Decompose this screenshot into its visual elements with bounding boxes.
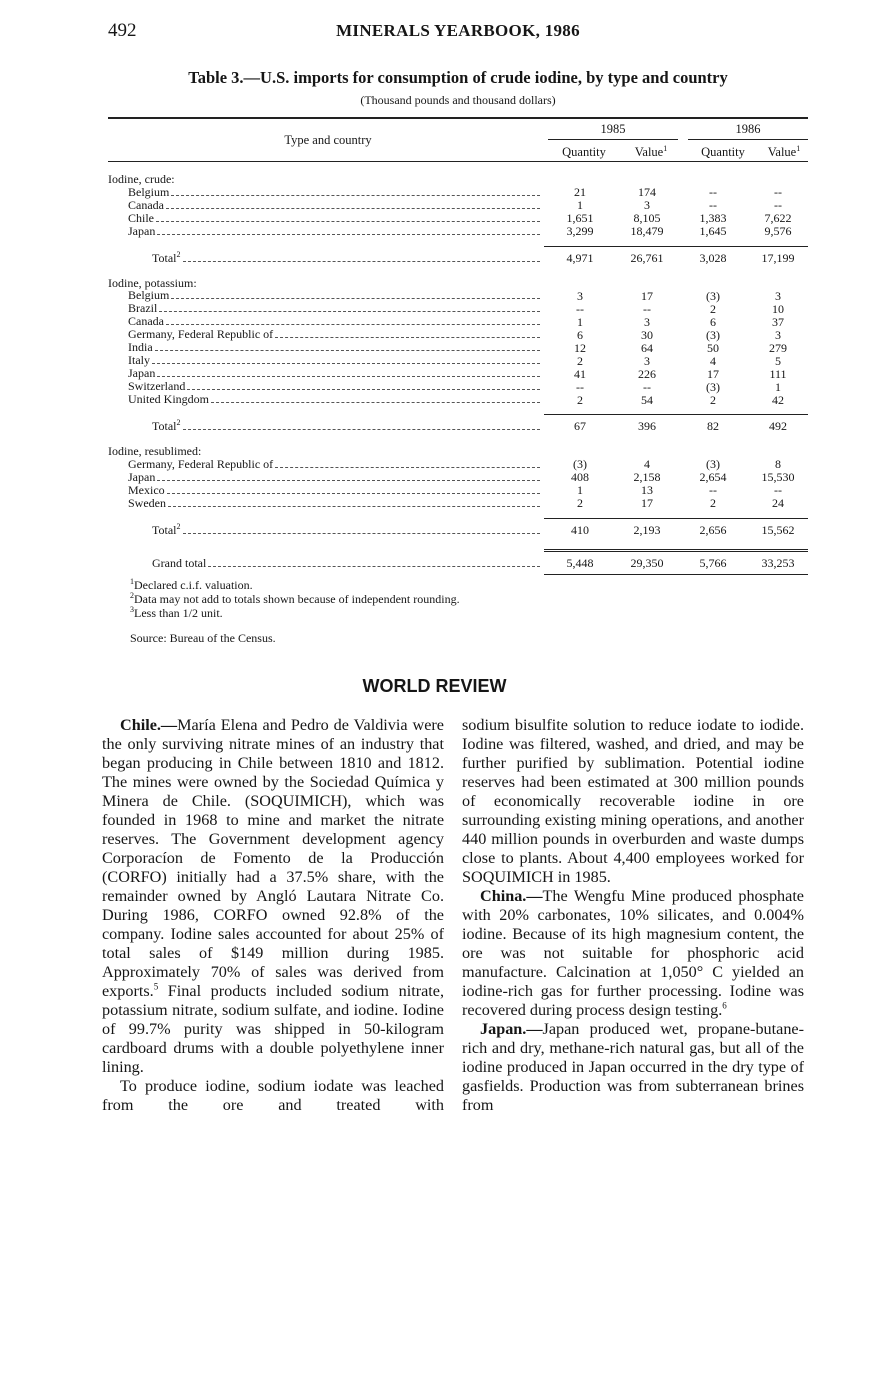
leader-dots [166,324,540,325]
grand-total-label: Grand total [152,556,207,571]
value-1986: -- [774,185,782,199]
spacer-row [108,437,808,445]
quantity-1986: 6 [710,314,716,329]
section-title: Iodine, resublimed: [108,444,202,459]
country-label-cell [108,380,544,393]
quantity-1985: -- [576,379,584,394]
total-label: Total [152,522,177,537]
footnote-mark: 3 [130,605,134,614]
table-row [108,212,808,225]
value-1986: 42 [772,392,784,407]
value-1985: 54 [641,392,653,407]
table-row [108,393,808,406]
total-row [108,518,808,541]
quantity-1986: 17 [707,366,719,381]
japan-paragraph [462,1020,804,1115]
quantity-1986: 1,645 [699,224,727,238]
table-row [108,380,808,393]
quantity-1985: 5,448 [544,550,616,574]
quantity-1985: 4,971 [544,246,616,269]
value-1986: 15,562 [748,518,808,541]
quantity-1986: 2 [710,301,716,316]
leader-dots [152,363,540,364]
country-label-cell [108,199,544,212]
country-label: Japan [128,470,156,484]
imports-table [108,173,808,575]
value-1985: 4 [644,457,650,472]
year-1986-rule [688,139,808,140]
quantity-1985: 408 [571,470,589,485]
country-label: Switzerland [128,380,186,394]
country-label-cell [108,289,544,302]
country-label: Germany, Federal Republic of [128,328,274,342]
quantity-1986: 2,656 [678,518,748,541]
leader-dots [157,234,540,235]
value-1986: -- [774,483,782,498]
value-1986: -- [774,198,782,212]
value-1986: 5 [775,353,781,368]
chile-paragraph-1 [102,716,444,1077]
quantity-1985: 3 [577,288,583,303]
quantity-1986-header: Quantity [701,145,745,159]
value-1985: 29,350 [616,550,678,574]
japan-heading: Japan.— [480,1020,543,1038]
quantity-1986: 82 [678,415,748,438]
quantity-1986: 50 [707,340,719,355]
value-1986: 37 [772,314,784,329]
japan-text: Japan produced wet, propane-butane-rich and dry, methane-rich natural gas, but all of the iodine produced in Japan occurred in the dry type of gasfields. Production was from subterranean brines from [462,1020,804,1114]
table-row [108,341,808,354]
quantity-1985: 1 [577,483,583,498]
country-label: Canada [128,315,164,329]
country-label-cell [108,471,544,484]
country-label: Germany, Federal Republic of [128,457,274,471]
value-1986: 279 [769,340,787,355]
value-1986: 10 [772,301,784,316]
table-title: Table 3.—U.S. imports for consumption of crude iodine, by type and country [188,68,728,87]
section-heading: WORLD REVIEW [362,676,507,696]
chile-text-b: Final products included sodium nitrate, potassium nitrate, sodium sulfate, and iodine. Iodine of 99.7% purity was shipped in 50-kilogram cardboard drums with a double polyethylene inner lining. [102,982,444,1076]
spacer-row [108,238,808,247]
quantity-1986: -- [709,185,717,199]
leader-dots [168,506,540,507]
leader-dots [171,195,540,196]
leader-dots [166,208,540,209]
table-row [108,354,808,367]
leader-dots [187,389,540,390]
leader-dots [155,350,540,351]
grand-total-label-cell [108,550,544,574]
quantity-1986: 2 [710,392,716,407]
quantity-1985: 6 [577,327,583,342]
chile-paragraph-2-cont: sodium bisulfite solution to reduce iodate to iodide. Iodine was filtered, washed, and dried, and may be further purified by sublimation. Potential iodine reserves had been estimated at 300 million pounds of economically recoverable iodine in ore surrounding existing mining operations, and another 440 million pounds in overburden and waste dumps close to plants. About 4,400 employees worked for SOQUIMICH in 1985. [462,716,804,886]
quantity-1986: 1,383 [699,211,727,225]
country-label: Canada [128,198,164,212]
spacer-cell [108,406,808,415]
value-1985: 8,105 [633,211,661,225]
footnote-mark: 2 [130,591,134,600]
footnote [130,578,460,592]
total-label-cell [108,518,544,541]
table-row [108,367,808,380]
value-1986: 3 [775,327,781,342]
total-row [108,415,808,438]
value-1985: 18,479 [630,224,664,238]
country-label: India [128,341,153,355]
quantity-1985: 1 [577,314,583,329]
country-label-cell [108,302,544,315]
table-source: Source: Bureau of the Census. [130,631,276,645]
quantity-1986: 4 [710,353,716,368]
country-label-cell [108,458,544,471]
quantity-1986: 5,766 [678,550,748,574]
table-top-rule [108,117,808,119]
table-row [108,199,808,212]
country-label: United Kingdom [128,393,209,407]
value-1985: 64 [641,340,653,355]
quantity-1986: (3) [706,379,720,394]
country-label: Belgium [128,185,170,199]
footnote-text: Declared c.i.f. valuation. [134,578,253,592]
chile-footnote-ref: 5 [153,981,159,992]
grand-total-row [108,550,808,574]
country-label: Italy [128,354,150,368]
chile-paragraph-2: To produce iodine, sodium iodate was leached from the ore and treated with [102,1077,444,1114]
country-label-cell [108,315,544,328]
table-row [108,458,808,471]
quantity-1986: -- [709,198,717,212]
quantity-1985: -- [576,301,584,316]
china-heading: China.— [480,887,543,905]
quantity-1985: 3,299 [566,224,594,238]
total-label: Total [152,250,177,265]
quantity-1985: 67 [544,415,616,438]
spacer-cell [108,541,808,551]
leader-dots [183,261,541,262]
quantity-1986: (3) [706,457,720,472]
country-label-cell [108,341,544,354]
spacer-cell [108,510,808,519]
country-label-cell [108,225,544,238]
year-1985-header: 1985 [600,122,626,136]
quantity-1985: 41 [574,366,586,381]
leader-dots [159,311,540,312]
header-bottom-rule [108,161,808,162]
spacer-cell [108,437,808,445]
footnote-text: Less than 1/2 unit. [134,606,223,620]
value-1985: 3 [644,198,650,212]
value-1986: 8 [775,457,781,472]
country-label: Mexico [128,483,165,497]
quantity-1986: (3) [706,288,720,303]
table-row [108,328,808,341]
section-title: Iodine, crude: [108,172,175,186]
value-1985: 174 [638,185,656,199]
total-row [108,246,808,269]
country-label: Belgium [128,289,170,303]
leader-dots [208,566,540,567]
country-label-cell [108,354,544,367]
quantity-1985: 2 [577,353,583,368]
footnote [130,606,460,620]
section-title: Iodine, potassium: [108,275,197,290]
running-head: MINERALS YEARBOOK, 1986 [336,21,580,40]
value-1986: 7,622 [764,211,792,225]
quantity-1986: (3) [706,327,720,342]
spacer-cell [108,238,808,247]
left-column [102,716,444,1115]
quantity-1985: 1 [577,198,583,212]
value-1985: -- [643,301,651,316]
leader-dots [157,376,540,377]
quantity-1985: 1,651 [566,211,594,225]
quantity-1985: 12 [574,340,586,355]
leader-dots [275,337,540,338]
table-subtitle: (Thousand pounds and thousand dollars) [360,93,556,107]
table-row [108,497,808,510]
value-1986: 492 [748,415,808,438]
section-title-row [108,277,808,290]
quantity-1985: 410 [544,518,616,541]
value-1985: 3 [644,314,650,329]
value-1986: 17,199 [748,246,808,269]
leader-dots [156,221,540,222]
leader-dots [211,402,540,403]
quantity-1986: 2 [710,496,716,511]
quantity-1986: -- [709,483,717,498]
spacer-row [108,406,808,415]
value-1986: 3 [775,288,781,303]
table-row [108,315,808,328]
country-label-cell [108,328,544,341]
value-1985: 396 [616,415,678,438]
country-label: Chile [128,211,154,225]
footnote-text: Data may not add to totals shown because of independent rounding. [134,592,460,606]
total-label-cell [108,415,544,438]
spacer-row [108,541,808,551]
quantity-1986: 2,654 [699,470,727,485]
quantity-1985: 2 [577,392,583,407]
table-row [108,186,808,199]
leader-dots [275,467,540,468]
leader-dots [157,480,540,481]
quantity-1986: 3,028 [678,246,748,269]
type-country-header: Type and country [284,133,372,147]
value-1986: 9,576 [764,224,792,238]
value-1986: 1 [775,379,781,394]
value-1985: 26,761 [616,246,678,269]
country-label: Brazil [128,302,158,316]
footnote-ref: 2 [176,521,181,531]
value-1985: 3 [644,353,650,368]
value-1985-header: Value$^1$ [634,143,668,159]
country-label-cell [108,212,544,225]
value-1985: 226 [638,366,656,381]
country-label-cell [108,484,544,497]
leader-dots [183,533,541,534]
right-column [462,716,804,1115]
value-1985: 30 [641,327,653,342]
table-footnotes [130,578,460,620]
year-1985-rule [548,139,678,140]
spacer-row [108,269,808,277]
total-label: Total [152,419,177,434]
value-1986: 111 [769,366,787,381]
footnote-mark: 1 [130,577,134,586]
country-label: Japan [128,367,156,381]
china-paragraph [462,887,804,1020]
quantity-1985: 21 [574,185,586,199]
value-1986-header: Value$^1$ [767,143,801,159]
quantity-1985: (3) [573,457,587,472]
value-1986: 15,530 [761,470,795,485]
value-1986: 24 [772,496,784,511]
table-row [108,225,808,238]
leader-dots [171,298,540,299]
table-row [108,289,808,302]
year-1986-header: 1986 [735,122,761,136]
spacer-cell [108,269,808,277]
spacer-row [108,510,808,519]
footnote-ref: 2 [176,249,181,259]
chile-heading: Chile.— [120,716,178,734]
china-footnote-ref: 6 [722,1000,727,1011]
quantity-1985: 2 [577,496,583,511]
value-1986: 33,253 [748,550,808,574]
china-text: The Wengfu Mine produced phosphate with 20% carbonates, 10% silicates, and 0.004% iodine. Because of its high magnesium content, the ore was not suitable for phosphoric acid manufacture. Calcination at 1,050° C yielded an iodine-rich gas for further processing. Iodine was recovered during process design testing. [462,887,804,1019]
total-label-cell [108,246,544,269]
value-1985: -- [643,379,651,394]
value-1985: 13 [641,483,653,498]
table-row [108,471,808,484]
country-label: Sweden [128,496,166,510]
table-row [108,484,808,497]
leader-dots [183,429,541,430]
value-1985: 2,193 [616,518,678,541]
value-1985: 2,158 [633,470,661,485]
footnote-ref: 2 [176,418,181,428]
country-label-cell [108,393,544,406]
country-label-cell [108,186,544,199]
country-label-cell [108,497,544,510]
footnote [130,592,460,606]
country-label-cell [108,367,544,380]
table-row [108,302,808,315]
quantity-1985-header: Quantity [562,145,606,159]
section-title-row [108,173,808,186]
value-1985: 17 [641,496,653,511]
value-1985: 17 [641,288,653,303]
leader-dots [167,493,540,494]
section-title-row [108,445,808,458]
page-number: 492 [108,20,137,41]
chile-text-a: María Elena and Pedro de Valdivia were the only surviving nitrate mines of an industry that began producing in Chile between 1810 and 1812. The mines were owned by the Sociedad Química y Minera de Chile. (SOQUIMICH), which was founded in 1968 to mine and market the nitrate reserves. The Government development agency Corporacíon de Fomento de la Producción (CORFO) initially had a 37.5% share, with the remainder owned by Angló Lautara Nitrate Co. During 1986, CORFO owned 92.8% of the company. Iodine sales accounted for about 25% of total sales of $149 million during 1985. Approximately 70% of sales was derived from exports. [102,716,444,1000]
page-header [108,20,808,42]
country-label: Japan [128,224,156,238]
